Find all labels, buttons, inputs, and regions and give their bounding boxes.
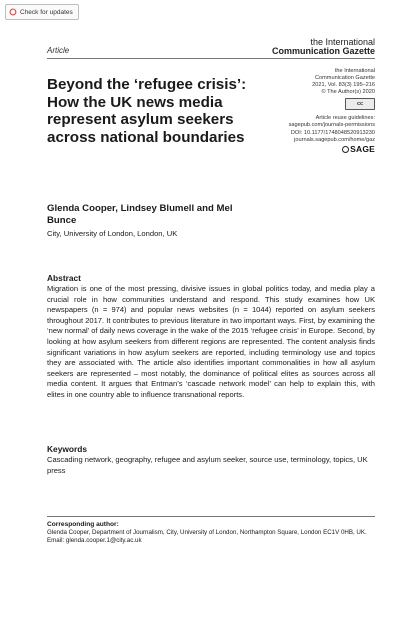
- meta-journal-line2: Communication Gazette: [314, 75, 375, 82]
- cc-license-icon[interactable]: [345, 98, 375, 110]
- author-affiliation: City, University of London, London, UK: [47, 229, 178, 238]
- corresponding-author-footer: [47, 516, 375, 546]
- abstract-heading: Abstract: [47, 273, 81, 283]
- cc-label: cc: [356, 100, 364, 107]
- footer-divider: [47, 516, 375, 517]
- meta-reuse-heading: Article reuse guidelines:: [315, 115, 375, 122]
- check-for-updates-label: Check for updates: [20, 8, 73, 16]
- corresponding-author-label: Corresponding author:: [47, 521, 119, 528]
- meta-copyright: © The Author(s) 2020: [321, 89, 375, 96]
- meta-journal-line1: the International: [334, 68, 375, 74]
- publication-metadata: [255, 68, 375, 153]
- keywords-heading: Keywords: [47, 444, 88, 454]
- journal-brand-line2: Communication Gazette: [271, 46, 375, 56]
- keywords-text: Cascading network, geography, refugee and asylum seeker, source use, terminology, topics, UK press: [47, 455, 368, 475]
- sage-mark-icon: [342, 146, 349, 153]
- meta-volume: 2021, Vol. 83(3) 195–216: [312, 82, 375, 89]
- journal-brand-line1: the International: [310, 37, 375, 47]
- meta-journal-link[interactable]: journals.sagepub.com/home/gaz: [294, 136, 375, 143]
- meta-permissions-link[interactable]: sagepub.com/journals-permissions: [288, 122, 375, 129]
- meta-doi[interactable]: DOI: 10.1177/1748048520913230: [290, 129, 375, 136]
- check-for-updates-badge[interactable]: [5, 4, 79, 20]
- header-divider: [47, 58, 375, 59]
- refresh-icon: [9, 8, 17, 16]
- author-list: Glenda Cooper, Lindsey Blumell and Mel Bunce: [47, 203, 233, 226]
- journal-brand: [272, 38, 375, 56]
- sage-logo: [255, 143, 375, 154]
- keywords-section: [47, 444, 375, 476]
- sage-wordmark: SAGE: [350, 143, 375, 154]
- corresponding-author-address: Glenda Cooper, Department of Journalism, City, University of London, Northampton Square, London EC1V 0HB, UK.: [47, 529, 367, 537]
- paper-title: Beyond the ‘refugee crisis’: How the UK news media represent asylum seekers across national boundaries: [47, 76, 247, 146]
- abstract-text: Migration is one of the most pressing, divisive issues in global politics today, and media play a crucial role in how communities understand and respond. This study examines how UK newspapers (n = 974) and popular news websites (n = 1044) reported on asylum seekers throughout 2017. It contributes to previous literature in two important ways. First, by examining the ‘new normal’ of daily news coverage in the wake of the 2015 ‘refugee crisis’ in Europe. Second, by looking at how asylum seekers from different regions are represented. The content analysis finds significant variations in how asylum seekers are reported, including terminology use and topics they are associated with. The article also identifies important commonalities in how all asylum seekers are represented – most notably, the dominance of political elites as sources across all media content. It argues that Entman’s ‘cascade network model’ can help to explain this, with elites in one country able to influence transnational reports.: [47, 284, 375, 399]
- abstract-section: [47, 273, 375, 401]
- article-type-label: Article: [47, 46, 70, 55]
- corresponding-author-email[interactable]: Email: glenda.cooper.1@city.ac.uk: [47, 537, 142, 545]
